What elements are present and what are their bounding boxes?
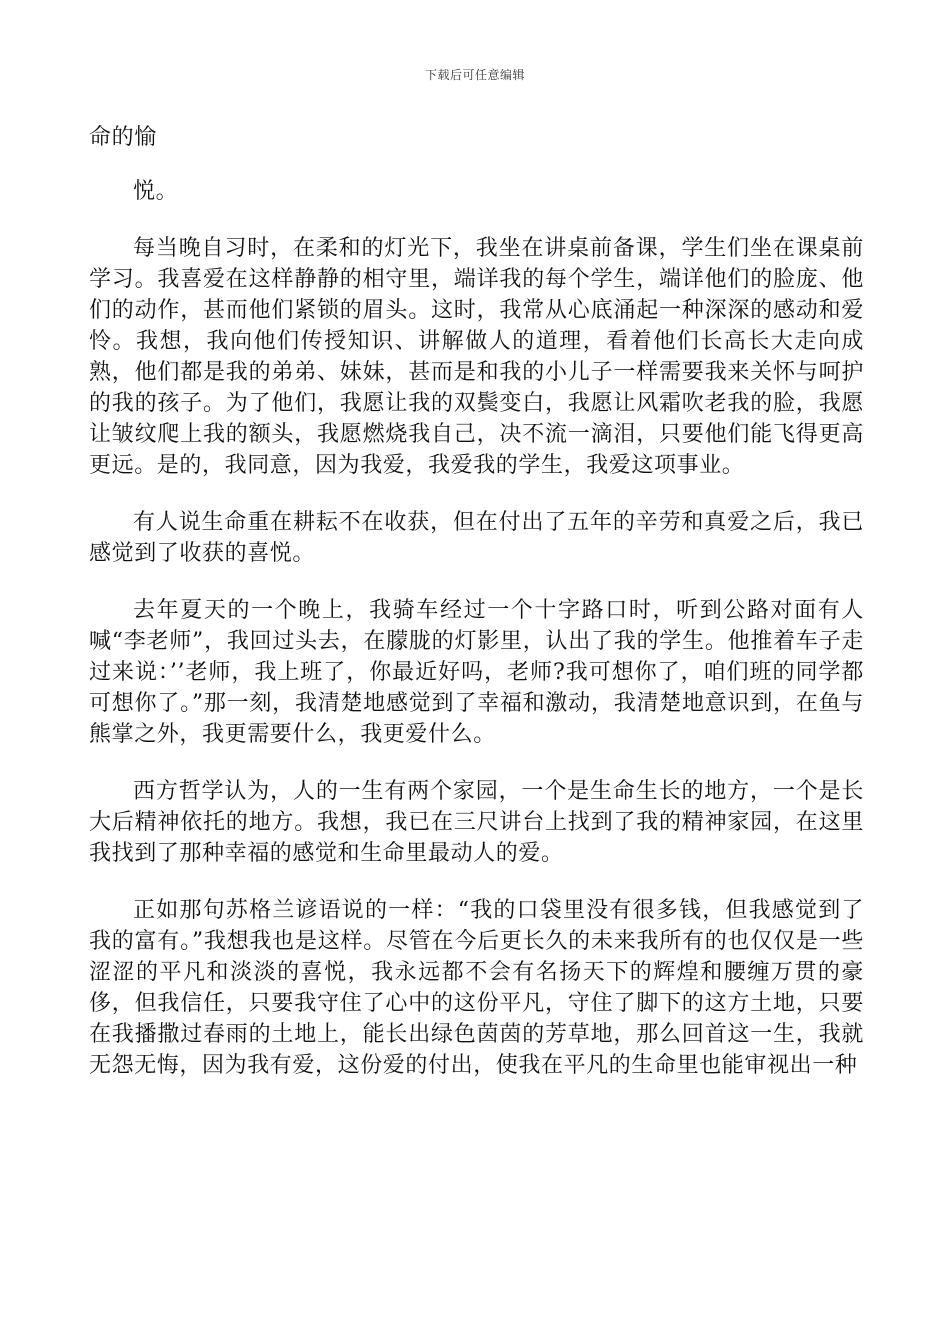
paragraph-evening-study: 每当晚自习时，在柔和的灯光下，我坐在讲桌前备课，学生们坐在课桌前学习。我喜爱在这样静静的相守里，端详我的每个学生，端详他们的脸庞、他们的动作，甚而他们紧锁的眉头。这时，我常从心底涌起一种深深的感动和爱怜。我想，我向他们传授知识、讲解做人的道理，看着他们长高长大走向成熟，他们都是我的弟弟、妹妹，甚而是和我的小儿子一样需要我来关怀与呵护的我的孩子。为了他们，我愿让我的双鬓变白，我愿让风霜吹老我的脸，我愿让皱纹爬上我的额头，我愿燃烧我自己，决不流一滴泪，只要他们能飞得更高更远。是的，我同意，因为我爱，我爱我的学生，我爱这项事业。	[89, 236, 864, 478]
document-body	[89, 122, 864, 1107]
paragraph-scottish-proverb: 正如那句苏格兰谚语说的一样：“我的口袋里没有很多钱，但我感觉到了我的富有。”我想我也是这样。尽管在今后更长久的未来我所有的也仅仅是一些涩涩的平凡和淡淡的喜悦，我永远都不会有名扬天下的辉煌和腰缠万贯的豪侈，但我信任，只要我守住了心中的这份平凡，守住了脚下的这方土地，只要在我播撒过春雨的土地上，能长出绿色茵茵的芳草地，那么回首这一生，我就无怨无悔，因为我有爱，这份爱的付出，使我在平凡的生命里也能审视出一种	[89, 898, 864, 1078]
header-note: 下载后可任意编辑	[424, 68, 525, 82]
paragraph-fragment-2: 悦。	[133, 179, 179, 204]
paragraph-summer-night: 去年夏天的一个晚上，我骑车经过一个十字路口时，听到公路对面有人喊“李老师”，我回过头去，在朦胧的灯影里，认出了我的学生。他推着车子走过来说：’’老师，我上班了，你最近好吗，老师?我可想你了，咱们班的同学都可想你了。”那一刻，我清楚地感觉到了幸福和激动，我清楚地意识到，在鱼与熊掌之外，我更需要什么，我更爱什么。	[89, 598, 864, 747]
paragraph-fragment-1: 命的愉	[89, 125, 157, 150]
paragraph-philosophy: 西方哲学认为，人的一生有两个家园，一个是生命生长的地方，一个是长大后精神依托的地方。我想，我已在三尺讲台上找到了我的精神家园，在这里我找到了那种幸福的感觉和生命里最动人的爱。	[89, 779, 864, 866]
paragraph-harvest: 有人说生命重在耕耘不在收获，但在付出了五年的辛劳和真爱之后，我已感觉到了收获的喜悦。	[89, 510, 864, 566]
